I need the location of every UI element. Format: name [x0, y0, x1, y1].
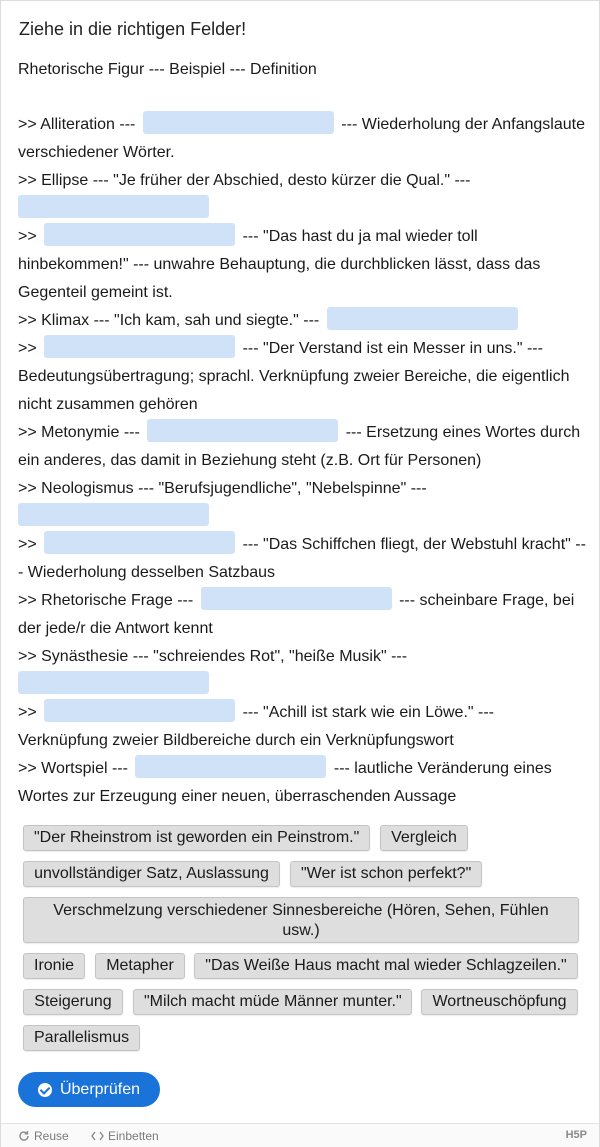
- draggable-weisses-haus[interactable]: "Das Weiße Haus macht mal wieder Schlagzeilen.": [194, 953, 578, 979]
- draggable-milch[interactable]: "Milch macht müde Männer munter.": [133, 989, 412, 1015]
- text-segment: hinbekommen!" --- unwahre Behauptung, die durchblicken lässt, dass das: [18, 256, 541, 273]
- check-button-label: Überprüfen: [59, 1081, 141, 1098]
- dropzone-11[interactable]: [44, 699, 235, 722]
- text-segment: >> Synästhesie --- "schreiendes Rot", "heiße Musik" ---: [18, 648, 408, 665]
- dropzone-8[interactable]: [44, 531, 235, 554]
- text-segment: - Wiederholung desselben Satzbaus: [18, 564, 276, 581]
- text-segment: >> Wortspiel ---: [18, 760, 128, 777]
- text-segment: Wortes zur Erzeugung einer neuen, überraschenden Aussage: [18, 788, 457, 805]
- text-segment: --- "Der Verstand ist ein Messer in uns." ---: [242, 340, 543, 357]
- draggable-metapher[interactable]: Metapher: [95, 953, 185, 979]
- text-segment: Bedeutungsübertragung; sprachl. Verknüpfung zweier Bereiche, die eigentlich: [18, 368, 570, 385]
- task-title: Ziehe in die richtigen Felder!: [19, 19, 247, 39]
- text-segment: --- "Achill ist stark wie ein Löwe." ---: [242, 704, 494, 721]
- column-header: Rhetorische Figur --- Beispiel --- Definition: [18, 61, 317, 78]
- draggable-steigerung[interactable]: Steigerung: [23, 989, 123, 1015]
- text-segment: >> Ellipse --- "Je früher der Abschied, desto kürzer die Qual." ---: [18, 172, 471, 189]
- draggable-vergleich[interactable]: Vergleich: [380, 825, 468, 851]
- dropzone-1[interactable]: [143, 111, 334, 134]
- h5p-logo: H5P: [565, 1129, 587, 1141]
- text-segment: --- "Das hast du ja mal wieder toll: [242, 228, 478, 245]
- draggable-ironie[interactable]: Ironie: [23, 953, 85, 979]
- check-button[interactable]: [18, 1072, 160, 1107]
- text-segment: --- lautliche Veränderung eines: [333, 760, 552, 777]
- text-segment: --- "Das Schiffchen fliegt, der Webstuhl kracht" --: [242, 536, 586, 553]
- text-segment: verschiedener Wörter.: [18, 144, 175, 161]
- reuse-label: Reuse: [34, 1129, 69, 1143]
- text-segment: >>: [18, 536, 37, 553]
- dropzone-9[interactable]: [201, 587, 392, 610]
- text-segment: >>: [18, 228, 37, 245]
- text-segment: >> Klimax --- "Ich kam, sah und siegte." ---: [18, 312, 320, 329]
- dropzone-10[interactable]: [18, 671, 209, 694]
- dropzone-12[interactable]: [135, 755, 326, 778]
- dropzone-5[interactable]: [44, 335, 235, 358]
- code-icon: [91, 1131, 104, 1141]
- dropzone-6[interactable]: [147, 419, 338, 442]
- embed-link[interactable]: [91, 1129, 159, 1143]
- text-segment: >>: [18, 340, 37, 357]
- text-segment: ein anderes, das damit in Beziehung steht (z.B. Ort für Personen): [18, 452, 482, 469]
- dropzone-7[interactable]: [18, 503, 209, 526]
- reuse-link[interactable]: [18, 1129, 69, 1143]
- text-segment: Gegenteil gemeint ist.: [18, 284, 173, 301]
- dropzone-3[interactable]: [44, 223, 235, 246]
- text-segment: --- Wiederholung der Anfangslaute: [341, 116, 585, 133]
- text-segment: >> Alliteration ---: [18, 116, 136, 133]
- draggable-rheinstrom[interactable]: "Der Rheinstrom ist geworden ein Peinstrom.": [23, 825, 370, 851]
- text-segment: --- Ersetzung eines Wortes durch: [345, 424, 581, 441]
- draggable-wortneuschoepfung[interactable]: Wortneuschöpfung: [421, 989, 578, 1015]
- text-segment: --- scheinbare Frage, bei: [399, 592, 575, 609]
- draggable-parallelismus[interactable]: Parallelismus: [23, 1025, 140, 1051]
- text-segment: >> Neologismus --- "Berufsjugendliche", "Nebelspinne" ---: [18, 480, 427, 497]
- dropzone-4[interactable]: [327, 307, 518, 330]
- reuse-icon: [18, 1130, 30, 1142]
- text-segment: >>: [18, 704, 37, 721]
- draggable-perfekt[interactable]: "Wer ist schon perfekt?": [290, 861, 482, 887]
- text-segment: >> Rhetorische Frage ---: [18, 592, 194, 609]
- text-segment: >> Metonymie ---: [18, 424, 140, 441]
- text-segment: der jede/r die Antwort kennt: [18, 620, 213, 637]
- draggable-synaesthesie-definition[interactable]: Verschmelzung verschiedener Sinnesbereiche (Hören, Sehen, Fühlen usw.): [23, 897, 579, 943]
- text-segment: Verknüpfung zweier Bildbereiche durch ein Verknüpfungswort: [18, 732, 454, 749]
- task-text: [18, 111, 588, 811]
- embed-label: Einbetten: [108, 1129, 159, 1143]
- dropzone-2[interactable]: [18, 195, 209, 218]
- text-segment: nicht zusammen gehören: [18, 396, 198, 413]
- check-circle-icon: [38, 1083, 52, 1097]
- draggable-ellipse-definition[interactable]: unvollständiger Satz, Auslassung: [23, 861, 280, 887]
- footer-bar: [1, 1123, 599, 1147]
